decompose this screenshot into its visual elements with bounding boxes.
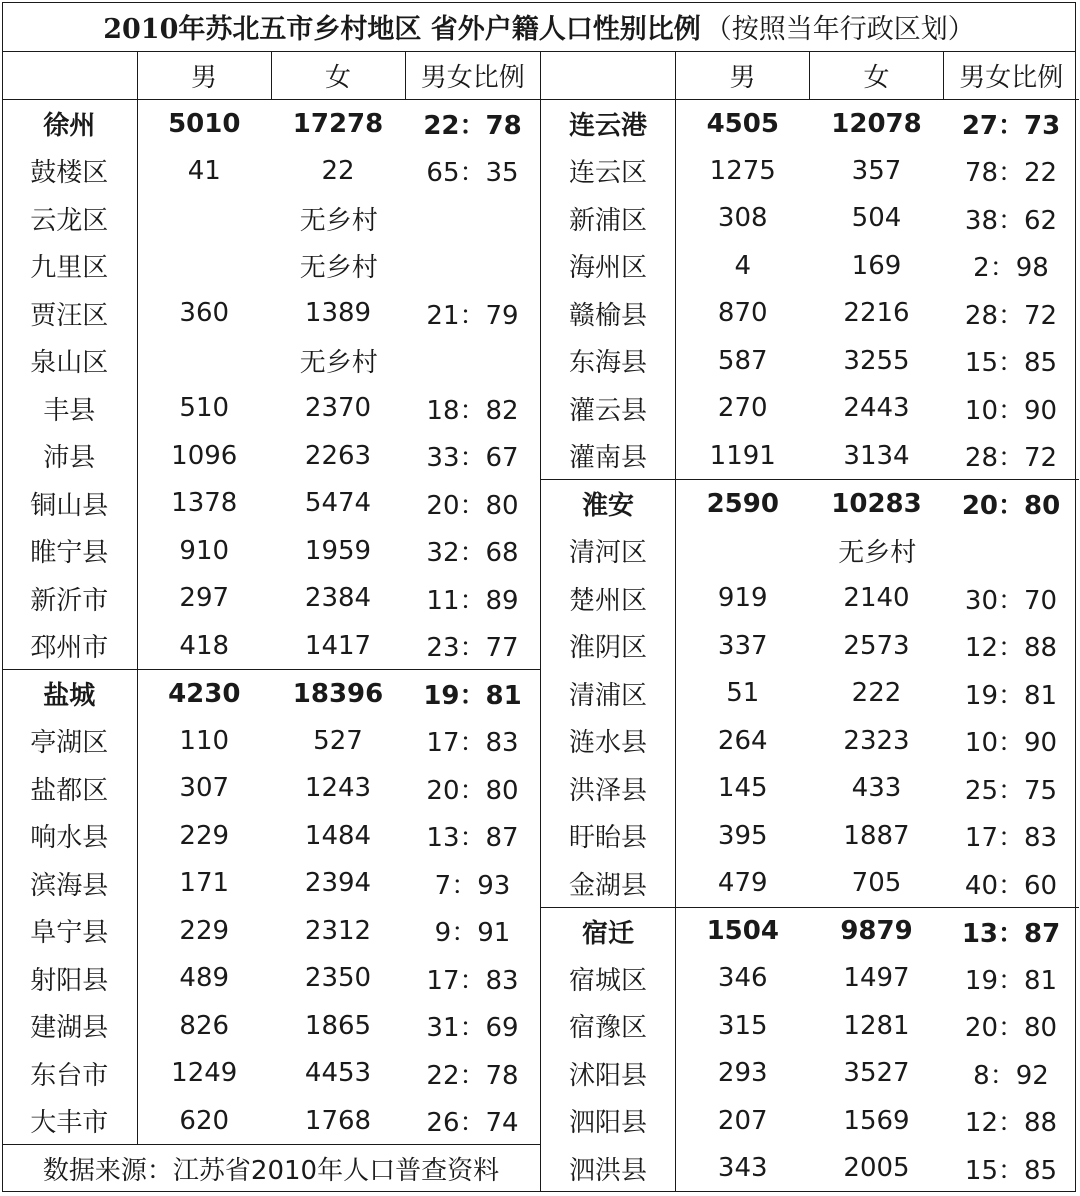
city-male-count: 2590 — [676, 480, 810, 528]
district-male-count: 919 — [717, 583, 768, 614]
district-female-count: 5474 — [304, 488, 372, 519]
district-female-count: 2312 — [304, 915, 372, 946]
city-name: 连云港 — [541, 100, 676, 148]
district-female-count: 2394 — [304, 868, 372, 899]
district-ratio: 17：83 — [426, 728, 519, 759]
district-row — [541, 1145, 1079, 1193]
header-female: 女 — [271, 52, 405, 100]
district-ratio: 30：70 — [964, 585, 1058, 616]
city-ratio: 13：87 — [944, 907, 1079, 955]
district-row — [2, 622, 540, 670]
district-name: 丰县 — [2, 385, 137, 433]
district-row — [2, 812, 540, 860]
district-name: 连云区 — [541, 147, 676, 195]
district-name: 金湖县 — [541, 860, 676, 908]
district-ratio: 31：69 — [426, 1013, 519, 1044]
district-ratio: 78：22 — [964, 158, 1058, 189]
district-row — [2, 1050, 540, 1098]
city-name: 宿迁 — [541, 907, 676, 955]
city-female-count: 12078 — [831, 108, 922, 139]
district-row — [2, 385, 540, 433]
district-male-count: 308 — [717, 203, 768, 234]
district-male-count: 1378 — [171, 488, 238, 519]
district-male-count: 1096 — [171, 440, 238, 471]
district-row — [541, 290, 1079, 338]
district-row — [2, 195, 540, 243]
district-female-count: 527 — [313, 725, 363, 756]
district-name: 睢宁县 — [2, 527, 137, 575]
header-row — [2, 52, 540, 100]
district-row — [541, 385, 1079, 433]
district-row — [2, 432, 540, 480]
district-male-count: 587 — [717, 345, 768, 376]
source-row — [2, 1145, 540, 1193]
city-male-count: 4230 — [137, 670, 271, 718]
district-name: 滨海县 — [2, 860, 137, 908]
district-ratio: 11：89 — [426, 585, 519, 616]
no-village-note: 无乡村 — [838, 538, 917, 569]
district-ratio: 65：35 — [426, 158, 519, 189]
district-male-count: 395 — [717, 820, 768, 851]
district-ratio: 32：68 — [426, 538, 519, 569]
city-ratio: 19：81 — [405, 670, 540, 718]
district-male-count: 51 — [726, 678, 760, 709]
district-male-count: 1249 — [171, 1058, 238, 1089]
header-ratio: 男女比例 — [944, 52, 1079, 100]
district-ratio: 15：85 — [964, 1155, 1058, 1186]
district-female-count: 433 — [851, 773, 902, 804]
district-row — [2, 765, 540, 813]
district-name: 新沂市 — [2, 575, 137, 623]
city-male-count: 1504 — [676, 907, 810, 955]
no-village-note: 无乡村 — [299, 205, 378, 236]
district-row — [541, 1050, 1079, 1098]
header-corner — [2, 52, 137, 100]
district-male-count: 315 — [717, 1010, 768, 1041]
city-female-count: 17278 — [292, 108, 384, 139]
title-main: 2010年苏北五市乡村地区 省外户籍人口性别比例 — [103, 14, 701, 45]
district-female-count: 705 — [851, 868, 902, 898]
district-ratio: 15：85 — [964, 348, 1058, 379]
district-male-count: 1191 — [709, 440, 776, 471]
district-ratio: 18：82 — [426, 395, 519, 426]
district-female-count: 1389 — [304, 298, 372, 329]
district-female-count: 3134 — [843, 440, 910, 471]
district-name: 赣榆县 — [541, 290, 676, 338]
district-ratio: 20：80 — [964, 1013, 1058, 1044]
data-source-note: 数据来源：江苏省2010年人口普查资料 — [2, 1145, 540, 1193]
district-name: 阜宁县 — [2, 907, 137, 955]
district-ratio: 23：77 — [426, 633, 519, 663]
district-row — [2, 1002, 540, 1050]
district-female-count: 2323 — [843, 725, 910, 756]
district-male-count: 41 — [187, 155, 221, 186]
district-name: 鼓楼区 — [2, 147, 137, 195]
right-table — [540, 52, 1079, 1192]
district-name: 灌南县 — [541, 432, 676, 480]
district-female-count: 1768 — [304, 1105, 372, 1136]
district-row — [2, 527, 540, 575]
city-name: 淮安 — [541, 480, 676, 528]
district-name: 宿城区 — [541, 955, 676, 1003]
district-name: 洪泽县 — [541, 765, 676, 813]
header-corner — [541, 52, 676, 100]
district-name: 灌云县 — [541, 385, 676, 433]
district-ratio: 38：62 — [964, 205, 1058, 236]
district-male-count: 826 — [179, 1010, 230, 1041]
district-female-count: 1959 — [304, 535, 372, 566]
district-male-count: 343 — [717, 1153, 768, 1184]
district-name: 大丰市 — [2, 1097, 137, 1145]
district-male-count: 870 — [717, 298, 768, 329]
city-total-row — [541, 907, 1079, 955]
district-row — [2, 147, 540, 195]
district-name: 海州区 — [541, 242, 676, 290]
district-ratio: 12：88 — [964, 1108, 1058, 1139]
district-row — [541, 337, 1079, 385]
district-row — [541, 670, 1079, 718]
district-ratio: 28：72 — [964, 300, 1058, 331]
district-name: 九里区 — [2, 242, 137, 290]
city-total-row — [2, 670, 540, 718]
district-row — [541, 147, 1079, 195]
district-female-count: 3527 — [843, 1058, 910, 1089]
city-female-count: 9879 — [810, 907, 944, 955]
district-row — [2, 860, 540, 908]
district-male-count: 910 — [179, 535, 230, 566]
district-ratio: 9：91 — [434, 918, 511, 949]
district-ratio: 28：72 — [964, 443, 1058, 473]
district-female-count: 1484 — [304, 820, 372, 851]
district-ratio: 21：79 — [426, 300, 519, 331]
district-ratio: 12：88 — [964, 633, 1058, 664]
district-row — [2, 290, 540, 338]
district-ratio: 26：74 — [426, 1108, 519, 1138]
district-female-count: 1865 — [304, 1010, 372, 1041]
district-name: 泉山区 — [2, 337, 137, 385]
city-name: 盐城 — [2, 670, 137, 718]
district-row — [541, 1097, 1079, 1145]
district-male-count: 110 — [179, 725, 230, 756]
district-female-count: 1281 — [843, 1010, 910, 1041]
district-female-count: 1497 — [843, 963, 910, 994]
district-name: 邳州市 — [2, 622, 137, 670]
district-ratio: 19：81 — [964, 680, 1058, 711]
district-male-count: 360 — [179, 298, 230, 329]
district-ratio: 13：87 — [426, 823, 519, 854]
district-male-count: 270 — [717, 393, 768, 424]
district-ratio: 10：90 — [964, 395, 1058, 426]
district-row — [2, 575, 540, 623]
city-total-row — [541, 100, 1079, 148]
district-male-count: 145 — [717, 773, 768, 804]
district-row — [541, 622, 1079, 670]
district-name: 东海县 — [541, 337, 676, 385]
district-female-count: 169 — [851, 250, 902, 281]
no-village-note: 无乡村 — [299, 348, 378, 379]
district-female-count: 2443 — [843, 393, 910, 424]
district-female-count: 2263 — [304, 440, 372, 471]
district-female-count: 3255 — [843, 345, 910, 376]
district-name: 东台市 — [2, 1050, 137, 1098]
district-ratio: 20：80 — [426, 490, 519, 521]
table-title — [2, 2, 1076, 52]
district-male-count: 510 — [179, 393, 230, 424]
district-ratio: 25：75 — [964, 775, 1058, 806]
district-name: 响水县 — [2, 812, 137, 860]
district-row — [2, 907, 540, 955]
district-male-count: 229 — [179, 915, 230, 946]
district-row — [541, 432, 1079, 480]
district-ratio: 8：92 — [973, 1060, 1049, 1091]
district-name: 涟水县 — [541, 717, 676, 765]
district-row — [541, 1002, 1079, 1050]
district-row — [541, 527, 1079, 575]
district-name: 亭湖区 — [2, 717, 137, 765]
district-male-count: 620 — [179, 1105, 230, 1136]
district-name: 铜山县 — [2, 480, 137, 528]
district-female-count: 2005 — [843, 1153, 910, 1184]
district-name: 射阳县 — [2, 955, 137, 1003]
city-total-row — [541, 480, 1079, 528]
header-male: 男 — [676, 52, 810, 100]
district-ratio: 2：98 — [973, 253, 1049, 284]
district-name: 宿豫区 — [541, 1002, 676, 1050]
left-table — [2, 52, 540, 1192]
district-name: 清浦区 — [541, 670, 676, 718]
district-ratio: 10：90 — [964, 728, 1058, 759]
district-name: 新浦区 — [541, 195, 676, 243]
district-female-count: 1887 — [843, 820, 910, 851]
district-ratio: 22：78 — [426, 1060, 519, 1091]
header-row — [541, 52, 1079, 100]
no-village-note: 无乡村 — [299, 253, 378, 284]
district-female-count: 1569 — [843, 1105, 910, 1136]
district-female-count: 2216 — [843, 298, 910, 329]
district-male-count: 489 — [179, 963, 230, 994]
district-male-count: 207 — [717, 1105, 768, 1136]
district-name: 盱眙县 — [541, 812, 676, 860]
district-female-count: 1243 — [304, 773, 372, 804]
city-ratio: 20：80 — [944, 480, 1079, 528]
district-male-count: 264 — [717, 725, 768, 756]
district-female-count: 4453 — [304, 1058, 372, 1089]
district-row — [541, 242, 1079, 290]
district-male-count: 171 — [179, 868, 230, 899]
district-ratio: 40：60 — [964, 870, 1058, 901]
district-name: 建湖县 — [2, 1002, 137, 1050]
district-row — [2, 337, 540, 385]
district-name: 淮阴区 — [541, 622, 676, 670]
city-name: 徐州 — [2, 100, 137, 148]
district-female-count: 2370 — [304, 393, 372, 424]
district-row — [2, 955, 540, 1003]
district-ratio: 17：83 — [426, 965, 519, 996]
district-female-count: 1417 — [304, 630, 372, 661]
city-male-count: 4505 — [706, 108, 779, 139]
district-row — [541, 860, 1079, 908]
city-ratio: 22：78 — [423, 111, 522, 141]
district-row — [541, 195, 1079, 243]
district-row — [2, 717, 540, 765]
district-row — [541, 717, 1079, 765]
district-female-count: 222 — [851, 678, 902, 709]
district-female-count: 2350 — [304, 963, 372, 994]
district-female-count: 504 — [851, 203, 902, 234]
district-male-count: 4 — [734, 250, 752, 281]
city-total-row — [2, 100, 540, 148]
district-male-count: 418 — [179, 630, 230, 661]
city-female-count: 10283 — [810, 480, 944, 528]
district-female-count: 2140 — [843, 583, 910, 614]
district-row — [2, 480, 540, 528]
district-ratio: 20：80 — [426, 775, 519, 806]
district-name: 泗阳县 — [541, 1097, 676, 1145]
district-row — [541, 955, 1079, 1003]
district-row — [541, 575, 1079, 623]
district-name: 清河区 — [541, 527, 676, 575]
district-name: 泗洪县 — [541, 1145, 676, 1193]
title-subtitle: （按照当年行政区划） — [704, 14, 975, 45]
district-ratio: 17：83 — [964, 823, 1058, 854]
district-female-count: 357 — [851, 155, 902, 186]
district-row — [2, 1097, 540, 1145]
city-ratio: 27：73 — [961, 111, 1061, 141]
district-name: 贾汪区 — [2, 290, 137, 338]
header-female: 女 — [810, 52, 944, 100]
district-male-count: 1275 — [709, 155, 776, 186]
district-male-count: 346 — [717, 963, 768, 994]
district-female-count: 2384 — [304, 583, 372, 614]
district-name: 沭阳县 — [541, 1050, 676, 1098]
district-name: 沛县 — [2, 432, 137, 480]
district-name: 盐都区 — [2, 765, 137, 813]
district-row — [541, 812, 1079, 860]
district-female-count: 2573 — [843, 630, 910, 661]
district-male-count: 307 — [179, 773, 230, 804]
header-male: 男 — [137, 52, 271, 100]
district-ratio: 19：81 — [964, 965, 1058, 996]
district-male-count: 293 — [717, 1058, 768, 1089]
district-male-count: 337 — [717, 630, 768, 661]
district-male-count: 479 — [717, 868, 768, 898]
district-name: 云龙区 — [2, 195, 137, 243]
district-ratio: 33：67 — [426, 443, 519, 474]
district-ratio: 7：93 — [434, 870, 511, 901]
district-row — [541, 765, 1079, 813]
city-female-count: 18396 — [271, 670, 405, 718]
header-ratio: 男女比例 — [405, 52, 540, 100]
district-male-count: 229 — [179, 820, 230, 851]
district-name: 楚州区 — [541, 575, 676, 623]
city-male-count: 5010 — [168, 108, 241, 139]
district-female-count: 22 — [321, 155, 355, 186]
district-male-count: 297 — [179, 583, 230, 614]
district-row — [2, 242, 540, 290]
